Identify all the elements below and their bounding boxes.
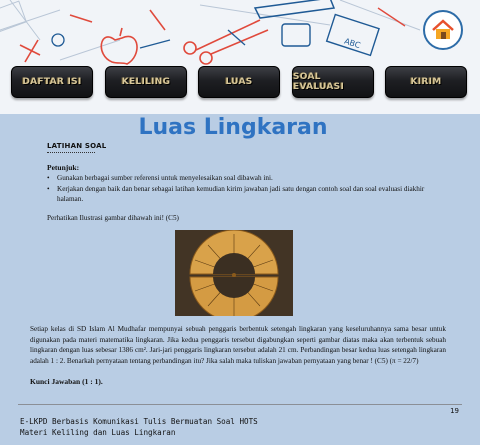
home-button[interactable] xyxy=(423,10,463,50)
page-number: 19 xyxy=(450,407,459,415)
footer-line-2: Materi Keliling dan Luas Lingkaran xyxy=(20,428,176,437)
list-item: • Kerjakan dengan baik dan benar sebagai latihan kemudian kirim jawaban jadi satu dengan contoh soal dan soal evaluasi diakhir halaman. xyxy=(47,184,425,203)
bullet-icon: • xyxy=(47,174,50,182)
nav-label: KIRIM xyxy=(410,77,442,87)
content-area xyxy=(0,114,480,445)
question-text: Setiap kelas di SD Islam Al Mudhafar mempunyai sebuah penggaris berbentuk setengah lingkaran yang keseluruhannya sama besar untuk digunakan pada materi matematika lingkaran. Jika kedua penggaris tersebut digabungkan seperti gambar diatas maka akan terbentuk sebuah lingkaran dengan luas sebesar 1386 cm². Jari-jari penggaris lingkaran tersebut adalah 21 cm. Perbandingan besar kedua luas setengah lingkaran adalah 1 : 2. Benarkah pernyataan tentang perbandingan itu? Jika salah maka tuliskan jawaban pernyataan yang benar ! (C5) (π = 22/7) xyxy=(30,325,446,365)
nav-keliling-button[interactable] xyxy=(105,66,187,98)
page-title: Luas Lingkaran xyxy=(138,115,328,140)
nav-label: KELILING xyxy=(121,77,171,87)
home-icon xyxy=(430,17,456,43)
bullet-icon: • xyxy=(47,184,50,193)
footer-divider xyxy=(18,404,462,405)
header-banner xyxy=(0,0,480,114)
nav-label: SOAL EVALUASI xyxy=(293,72,345,92)
footer-line-1: E-LKPD Berbasis Komunikasi Tulis Bermuatan Soal HOTS xyxy=(20,417,258,426)
nav-label: LUAS xyxy=(225,77,253,87)
protractor-photo xyxy=(175,230,293,316)
instructions-label: Petunjuk: xyxy=(47,163,80,172)
nav-daftar-isi-button[interactable] xyxy=(11,66,93,98)
protractor-illustration xyxy=(175,230,293,316)
answer-key: Kunci Jawaban (1 : 1). xyxy=(30,377,103,386)
nav-label: DAFTAR ISI xyxy=(22,77,82,87)
instructions-list xyxy=(47,173,451,205)
illustration-instruction: Perhatikan Ilustrasi gambar dihawah ini! (C5) xyxy=(47,214,179,222)
nav-soal-evaluasi-button[interactable] xyxy=(292,66,374,98)
footer xyxy=(20,416,258,438)
nav-luas-button[interactable] xyxy=(198,66,280,98)
list-item: • Gunakan berbagai sumber referensi untuk menyelesaikan soal dibawah ini. xyxy=(47,174,273,182)
section-divider xyxy=(47,152,95,153)
section-title: LATIHAN SOAL xyxy=(47,142,107,150)
svg-text:ABC: ABC xyxy=(343,36,362,51)
main-navigation xyxy=(0,66,480,100)
nav-kirim-button[interactable] xyxy=(385,66,467,98)
